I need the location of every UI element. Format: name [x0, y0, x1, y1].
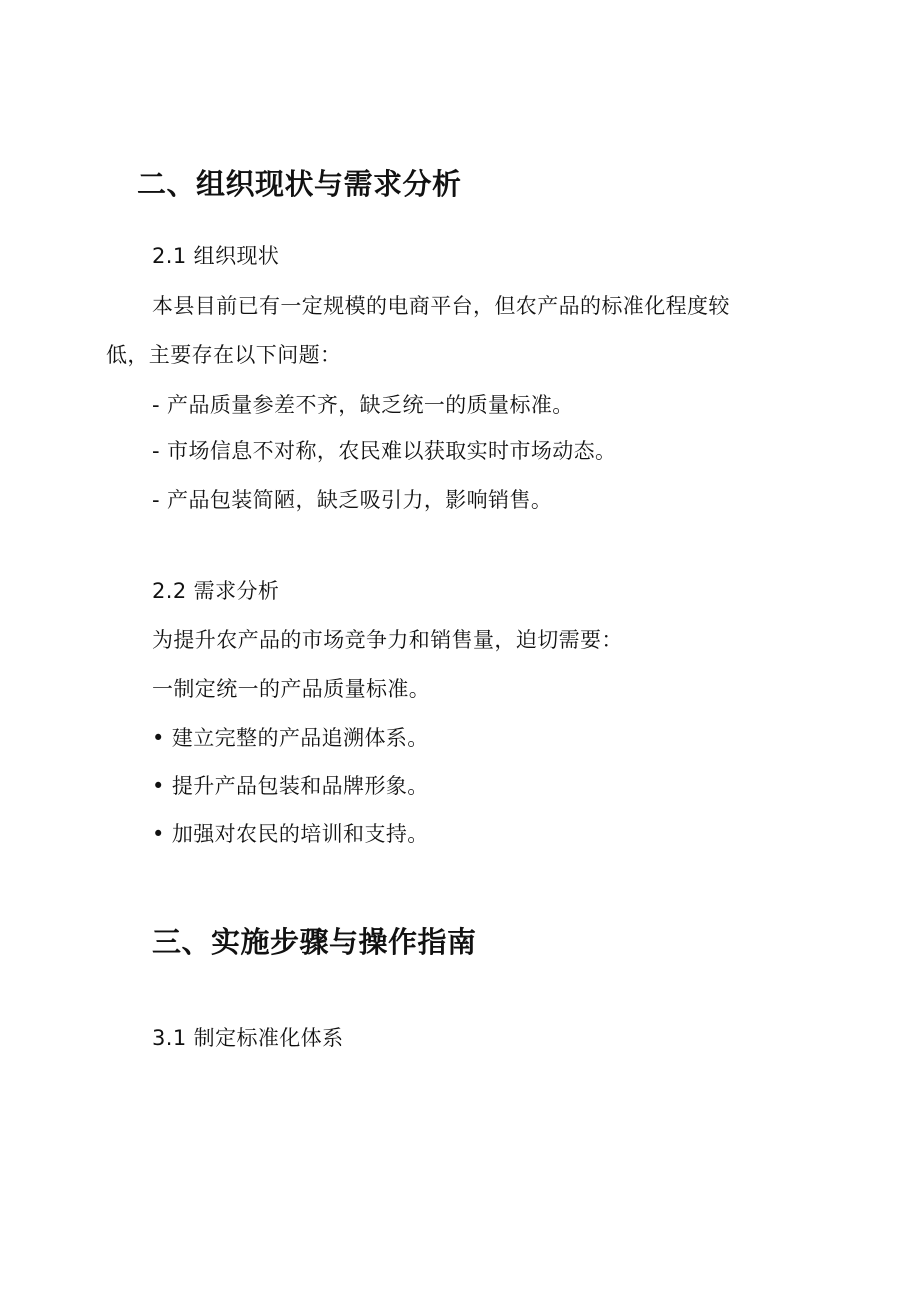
list-item: 一制定统一的产品质量标准。	[152, 677, 431, 701]
paragraph-line: 本县目前已有一定规模的电商平台，但农产品的标准化程度较	[152, 294, 730, 318]
subsection-3-1-title: 3.1 制定标准化体系	[152, 1026, 344, 1050]
paragraph-line: 低，主要存在以下问题：	[106, 343, 342, 367]
section-3-heading: 三、实施步骤与操作指南	[152, 925, 477, 959]
list-item: - 市场信息不对称，农民难以获取实时市场动态。	[152, 439, 617, 463]
list-item: • 建立完整的产品追溯体系。	[152, 726, 429, 750]
subsection-2-2-title: 2.2 需求分析	[152, 579, 280, 603]
subsection-2-1-title: 2.1 组织现状	[152, 244, 280, 268]
section-2-heading: 二、组织现状与需求分析	[137, 167, 462, 201]
list-item: - 产品包装简陋，缺乏吸引力，影响销售。	[152, 488, 553, 512]
paragraph-line: 为提升农产品的市场竞争力和销售量，迫切需要：	[152, 628, 623, 652]
list-item: - 产品质量参差不齐，缺乏统一的质量标准。	[152, 393, 574, 417]
list-item: • 提升产品包装和品牌形象。	[152, 774, 429, 798]
list-item: • 加强对农民的培训和支持。	[152, 822, 429, 846]
